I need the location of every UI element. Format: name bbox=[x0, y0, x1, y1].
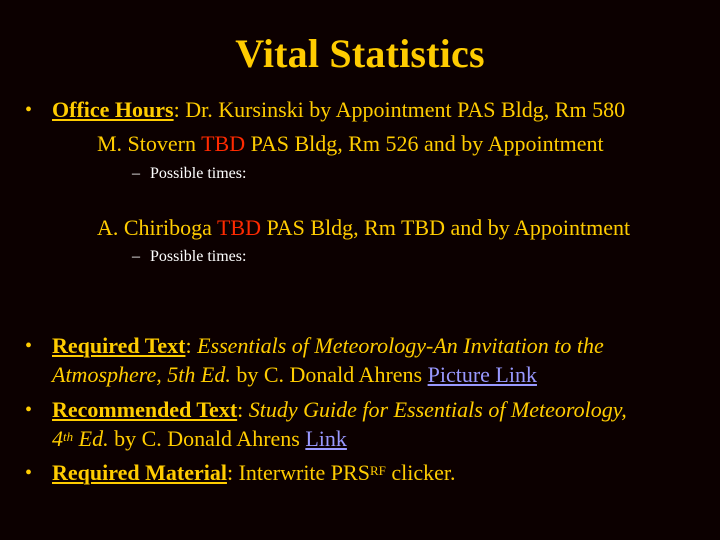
study-guide-link[interactable]: Link bbox=[305, 426, 347, 451]
required-text-label: Required Text bbox=[52, 333, 186, 358]
bullet-required-text: • bbox=[25, 335, 33, 357]
dash-icon: – bbox=[132, 165, 140, 182]
recommended-text-line2 bbox=[52, 425, 347, 453]
ta2-possible-times-text: Possible times: bbox=[150, 248, 247, 265]
edition-number: 4 bbox=[52, 426, 63, 451]
required-text-line1 bbox=[52, 332, 604, 360]
recommended-text-colon: : bbox=[237, 397, 249, 422]
required-material-colon: : bbox=[226, 460, 239, 485]
required-material-sup: RF bbox=[369, 463, 386, 478]
ta2-location: PAS Bldg, Rm TBD and by Appointment bbox=[260, 215, 631, 240]
edition-rest: Ed. bbox=[73, 426, 109, 451]
required-material-text: Interwrite PRS bbox=[238, 460, 370, 485]
ta1-possible-times bbox=[132, 164, 246, 184]
bullet-required-material: • bbox=[25, 462, 33, 484]
office-hours-colon: : bbox=[173, 97, 186, 122]
recommended-text-label: Recommended Text bbox=[52, 397, 238, 422]
required-text-title: Essentials of Meteorology-An Invitation to the bbox=[197, 333, 604, 358]
ta1-line bbox=[97, 130, 604, 158]
required-text-title-cont: Atmosphere, 5th Ed. bbox=[52, 362, 231, 387]
ta1-name: M. Stovern bbox=[97, 131, 202, 156]
ta2-line bbox=[97, 214, 630, 242]
dash-icon: – bbox=[132, 248, 140, 265]
office-hours-line bbox=[52, 96, 625, 124]
ta1-location: PAS Bldg, Rm 526 and by Appointment bbox=[245, 131, 604, 156]
required-text-author: by C. Donald Ahrens bbox=[230, 362, 428, 387]
required-text-colon: : bbox=[185, 333, 198, 358]
office-hours-instructor: Dr. Kursinski by Appointment PAS Bldg, Rm 580 bbox=[185, 97, 626, 122]
ta2-name: A. Chiriboga bbox=[97, 215, 217, 240]
required-text-line2 bbox=[52, 361, 537, 389]
recommended-edition bbox=[52, 426, 109, 451]
recommended-text-author: by C. Donald Ahrens bbox=[108, 426, 306, 451]
ta2-tbd: TBD bbox=[216, 215, 261, 240]
required-material-text-after: clicker. bbox=[385, 460, 456, 485]
required-material-label: Required Material bbox=[52, 460, 227, 485]
required-material-line bbox=[52, 459, 456, 487]
slide-title: Vital Statistics bbox=[235, 31, 485, 76]
picture-link[interactable]: Picture Link bbox=[427, 362, 537, 387]
ta1-possible-times-text: Possible times: bbox=[150, 165, 247, 182]
recommended-text-title: Study Guide for Essentials of Meteorology, bbox=[248, 397, 627, 422]
recommended-text-line1 bbox=[52, 396, 627, 424]
office-hours-label: Office Hours bbox=[52, 97, 174, 122]
bullet-recommended-text: • bbox=[25, 399, 33, 421]
bullet-office-hours: • bbox=[25, 99, 33, 121]
ta2-possible-times bbox=[132, 247, 246, 267]
edition-suffix: th bbox=[63, 429, 74, 444]
ta1-tbd: TBD bbox=[201, 131, 246, 156]
